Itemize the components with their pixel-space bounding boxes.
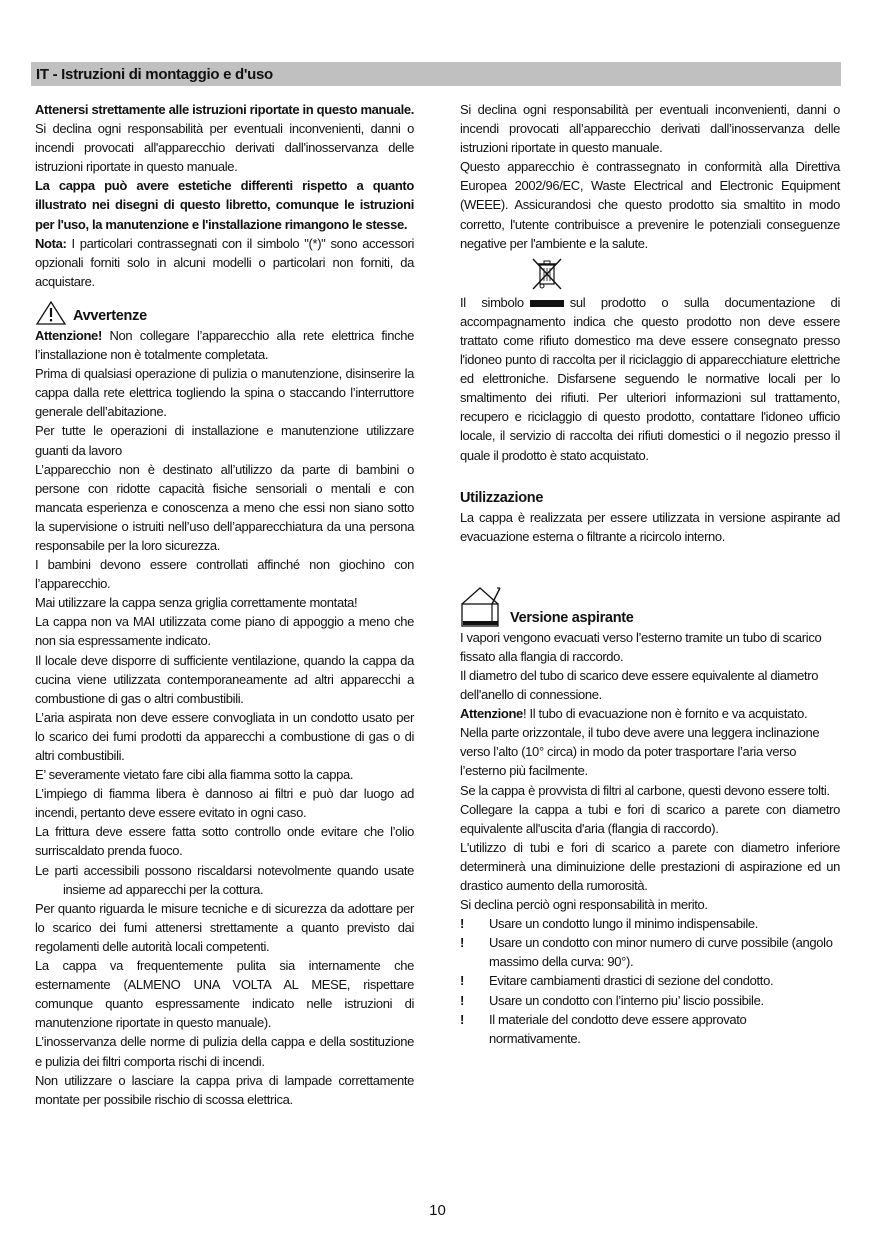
simbolo-paragraph [460,293,840,465]
versione-para: Si declina perciò ogni responsabilità in merito. [460,897,708,913]
warning-para: Per tutte le operazioni di installazione e manutenzione utilizzare guanti da lavoro [35,423,414,458]
warning-para: L’aria aspirata non deve essere convogliata in un condotto usato per lo scarico dei fumi prodotti da apparecchi a combustione di gas o di altri combustibili. [35,709,414,763]
warning-para: La frittura deve essere fatta sotto controllo onde evitare che l’olio surriscaldato prenda fuoco. [35,824,414,859]
warning-para: Prima di qualsiasi operazione di pulizia o manutenzione, disinserire la cappa dalla rete elettrica togliendo la spina o staccando l’interruttore generale dell’abitazione. [35,366,414,420]
warning-para: I bambini devono essere controllati affinché non giochino con l’apparecchio. [35,557,414,592]
warning-para: Per quanto riguarda le misure tecniche e di sicurezza da adottare per lo scarico dei fumi attenersi strettamente a quanto previsto dai regolamenti delle autorità locali competenti. [35,900,414,954]
warning-para: La cappa va frequentemente pulita sia internamente che esternamente (ALMENO UNA VOLTA AL MESE, rispettare comunque quanto espressamente indicato nelle istruzioni di manutenzione riportate in questo manuale). [35,958,414,1031]
versione-heading-row [460,584,840,628]
black-bar-symbol [530,300,564,307]
list-item [460,1010,840,1048]
page-title: IT - Istruzioni di montaggio e d'uso [36,66,273,83]
list-item [460,914,840,933]
intro-paragraph [35,100,414,176]
bullet-text: Il materiale del condotto deve essere approvato normativamente. [489,1011,747,1046]
utilizzazione-heading: Utilizzazione [460,489,544,506]
bullet-text: Usare un condotto con l’interno piu’ liscio possibile. [489,992,764,1008]
page-header [31,62,841,86]
list-item [460,991,840,1010]
weee-symbol-row [460,253,840,293]
utilizzazione-paragraph: La cappa è realizzata per essere utilizzata in versione aspirante ad evacuazione esterna o filtrante a ricircolo interno. [460,509,840,544]
condotto-bullet-list [460,914,840,1048]
nota-text: I particolari contrassegnati con il simbolo "(*)" sono accessori opzionali forniti solo in alcuni modelli o particolari non forniti, da acquistare. [35,235,414,289]
versione-para: Nella parte orizzontale, il tubo deve avere una leggera inclinazione verso l’alto (10° circa) in modo da poter trasportare l’aria verso l’esterno più facilmente. [460,725,820,779]
warning-para: L’inosservanza delle norme di pulizia della cappa e della sostituzione e pulizia dei filtri comporta rischi di incendi. [35,1034,414,1069]
intro-bold: Attenersi strettamente alle istruzioni riportate in questo manuale. [35,102,414,117]
nota-label: Nota: [35,235,67,251]
left-column [35,100,414,1109]
warnings-heading: Avvertenze [73,307,147,324]
simbolo-pre: Il simbolo [460,294,524,310]
warning-para: E’ severamente vietato fare cibi alla fiamma sotto la cappa. [35,767,354,783]
warning-para: L’apparecchio non è destinato all’utilizzo da parte di bambini o persone con ridotte capacità fisiche sensoriali o mentali e con mancata esperienza e conoscenza a meno che essi non siano sotto la supervisione o istruiti nell’uso dell’apparecchiatura da una persona responsabile per la loro sicurezza. [35,461,414,553]
versione-attenzione-text: ! Il tubo di evacuazione non è fornito e va acquistato. [522,706,808,722]
list-item [460,933,840,971]
attenzione-paragraph [35,326,414,364]
versione-para: Collegare la cappa a tubi e fori di scarico a parete con diametro equivalente all'uscita d'aria (flangia di raccordo). [460,801,840,836]
nota-paragraph [35,234,414,291]
bullet-mark: ! [460,992,464,1008]
versione-body [460,628,840,800]
simbolo-post: sul prodotto o sulla documentazione di accompagnamento indica che questo prodotto non deve essere trattato come rifiuto domestico ma deve essere consegnato presso l'idoneo punto di raccolta per il riciclaggio di apparecchiature elettriche ed elettroniche. Disfarsene seguendo le normative locali per lo smaltimento dei rifiuti. Per ulteriori informazioni sul trattamento, recupero e riciclaggio di questo prodotto, contattare l'idoneo ufficio locale, il servizio di raccolta dei rifiuti domestici o il negozio presso il quale il prodotto è stato acquistato. [460,294,840,463]
versione-para: I vapori vengono evacuati verso l’esterno tramite un tubo di scarico fissato alla flangia di raccordo. [460,629,822,664]
attenzione-label: Attenzione! [35,327,102,343]
house-exhaust-icon [460,584,504,628]
versione-para: L'utilizzo di tubi e fori di scarico a parete con diametro inferiore determinerà una diminuizione delle prestazioni di aspirazione ed un drastico aumento della rumorosità. [460,839,840,893]
versione-para: Se la cappa è provvista di filtri al carbone, questi devono essere tolti. [460,782,830,798]
page-number: 10 [429,1202,446,1219]
versione-attenzione [460,704,840,723]
warning-para: Mai utilizzare la cappa senza griglia correttamente montata! [35,595,358,611]
bullet-text: Usare un condotto lungo il minimo indispensabile. [489,916,759,932]
parti-accessibili-para: Le parti accessibili possono riscaldarsi notevolmente quando usate insieme ad apparecchi per la cottura. [35,862,414,897]
intro-text: Si declina ogni responsabilità per eventuali inconvenienti, danni o incendi provocati all'apparecchio derivati dall'inosservanza delle istruzioni riportate in questo manuale. [35,121,414,175]
declina-paragraph: Si declina ogni responsabilità per eventuali inconvenienti, danni o incendi provocati all’apparecchio derivati dall’inosservanza delle istruzioni riportate in questo manuale. [460,102,840,156]
attenzione-text: Non collegare l’apparecchio alla rete elettrica finche l’installazione non è totalmente completata. [35,327,414,363]
versione-heading: Versione aspirante [510,609,634,626]
list-item [460,971,840,990]
warnings-heading-row [35,300,414,326]
bullet-text: Usare un condotto con minor numero di curve possibile (angolo massimo della curva: 90°). [489,935,833,970]
versione-para: Il diametro del tubo di scarico deve essere equivalente al diametro dell'anello di connessione. [460,667,819,703]
warning-para: Il locale deve disporre di sufficiente ventilazione, quando la cappa da cucina viene utilizzata contemporaneamente ad altri apparecchi a combustione di gas o altri combustibili. [35,652,414,706]
bullet-mark: ! [460,973,464,989]
warning-para: L’impiego di fiamma libera è dannoso ai filtri e può dar luogo ad incendi, pertanto deve essere evitato in ogni caso. [35,786,414,821]
warning-para: Non utilizzare o lasciare la cappa priva di lampade correttamente montate per possibile rischio di scossa elettrica. [35,1072,414,1107]
cappa-note: La cappa può avere estetiche differenti rispetto a quanto illustrato nei disegni di questo libretto, comunque le istruzioni per l'uso, la manutenzione e l'installazione rimangono le stesse. [35,178,414,232]
bullet-mark: ! [460,1011,464,1027]
right-column [460,100,840,1048]
bullet-text: Evitare cambiamenti drastici di sezione del condotto. [489,973,774,989]
bullet-mark: ! [460,935,464,951]
warning-para: La cappa non va MAI utilizzata come piano di appoggio a meno che non sia espressamente indicato. [35,614,414,649]
warning-triangle-icon [35,300,67,326]
versione-attenzione-label: Attenzione [460,706,523,722]
crossed-bin-icon [530,256,564,292]
weee-paragraph: Questo apparecchio è contrassegnato in conformità alla Direttiva Europea 2002/96/EC, Waste Electrical and Electronic Equipment (WEEE). Assicurandosi che questo prodotto sia smaltito in modo corretto, l'utente contribuisce a prevenire le potenziali conseguenze negative per l'ambiente e la salute. [460,159,840,251]
bullet-mark: ! [460,916,464,932]
